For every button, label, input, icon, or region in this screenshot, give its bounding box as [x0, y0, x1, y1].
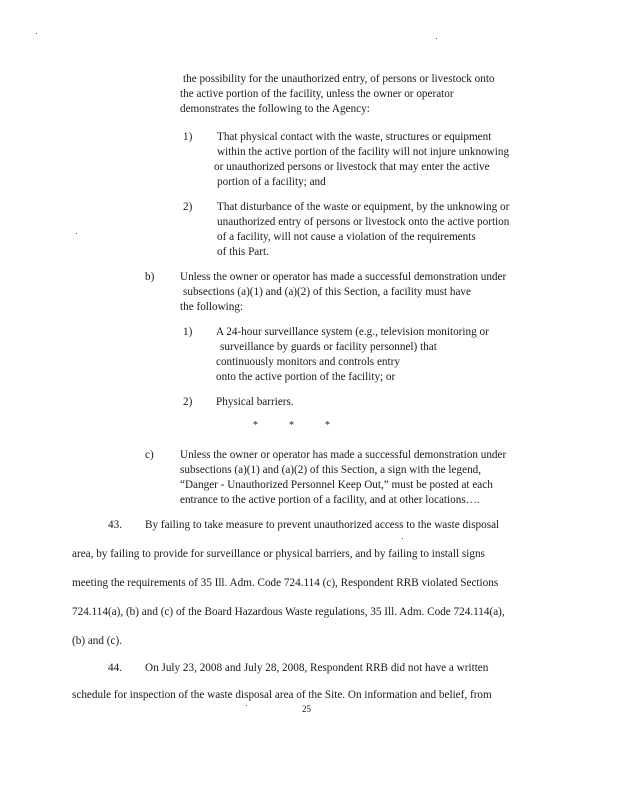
- scan-speck: [76, 233, 77, 234]
- text-line: the possibility for the unauthorized entry, of persons or livestock onto: [183, 73, 495, 85]
- text-line: 724.114(a), (b) and (c) of the Board Hazardous Waste regulations, 35 Ill. Adm. Code 724.114(a),: [72, 606, 505, 618]
- paragraph-number: 43.: [108, 519, 122, 531]
- text-line: of a facility, will not cause a violation of the requirements: [217, 231, 476, 243]
- text-line: That disturbance of the waste or equipment, by the unknowing or: [217, 201, 510, 213]
- text-line: (b) and (c).: [72, 635, 123, 647]
- scan-speck: [246, 705, 247, 706]
- page-number: 25: [302, 704, 311, 714]
- star: *: [253, 420, 258, 431]
- text-line: meeting the requirements of 35 Ill. Adm. Code 724.114 (c), Respondent RRB violated Sections: [72, 577, 499, 589]
- text-line: the active portion of the facility, unless the owner or operator: [180, 88, 454, 100]
- text-line: or unauthorized persons or livestock that may enter the active: [214, 161, 490, 173]
- text-line: On July 23, 2008 and July 28, 2008, Respondent RRB did not have a written: [145, 662, 489, 674]
- star: *: [289, 420, 294, 431]
- text-line: entrance to the active portion of a facility, and at other locations….: [180, 494, 480, 506]
- text-line: area, by failing to provide for surveillance or physical barriers, and by failing to install signs: [72, 548, 485, 560]
- text-line: Unless the owner or operator has made a successful demonstration under: [180, 271, 507, 283]
- text-line: within the active portion of the facility will not injure unknowing: [217, 146, 510, 158]
- text-line: portion of a facility; and: [217, 176, 326, 188]
- paragraph-number: 44.: [108, 662, 122, 674]
- text-line: Physical barriers.: [216, 396, 294, 408]
- scan-speck: [436, 38, 437, 39]
- text-line: surveillance by guards or facility personnel) that: [220, 341, 437, 353]
- text-line: Unless the owner or operator has made a successful demonstration under: [180, 449, 507, 461]
- text-line: unauthorized entry of persons or livestock onto the active portion: [217, 216, 510, 228]
- scan-speck: [402, 538, 403, 539]
- item-label: 2): [183, 396, 193, 408]
- text-line: demonstrates the following to the Agency:: [180, 103, 370, 115]
- item-label: c): [145, 449, 154, 461]
- text-line: A 24-hour surveillance system (e.g., television monitoring or: [216, 326, 489, 338]
- text-line: “Danger - Unauthorized Personnel Keep Out,” must be posted at each: [180, 479, 493, 491]
- text-line: schedule for inspection of the waste disposal area of the Site. On information and belief, from: [72, 689, 492, 701]
- item-label: b): [145, 271, 155, 283]
- text-line: subsections (a)(1) and (a)(2) of this Section, a facility must have: [183, 286, 471, 298]
- item-label: 1): [183, 326, 193, 338]
- item-label: 2): [183, 201, 193, 213]
- text-line: subsections (a)(1) and (a)(2) of this Section, a sign with the legend,: [180, 464, 482, 476]
- text-line: continuously monitors and controls entry: [216, 356, 400, 368]
- text-line: of this Part.: [217, 246, 269, 258]
- scan-speck: [36, 33, 37, 34]
- text-line: the following:: [180, 301, 244, 313]
- star: *: [325, 420, 330, 431]
- text-line: onto the active portion of the facility; or: [216, 371, 396, 383]
- text-line: That physical contact with the waste, structures or equipment: [217, 131, 492, 143]
- item-label: 1): [183, 131, 193, 143]
- text-line: By failing to take measure to prevent unauthorized access to the waste disposal: [145, 519, 500, 531]
